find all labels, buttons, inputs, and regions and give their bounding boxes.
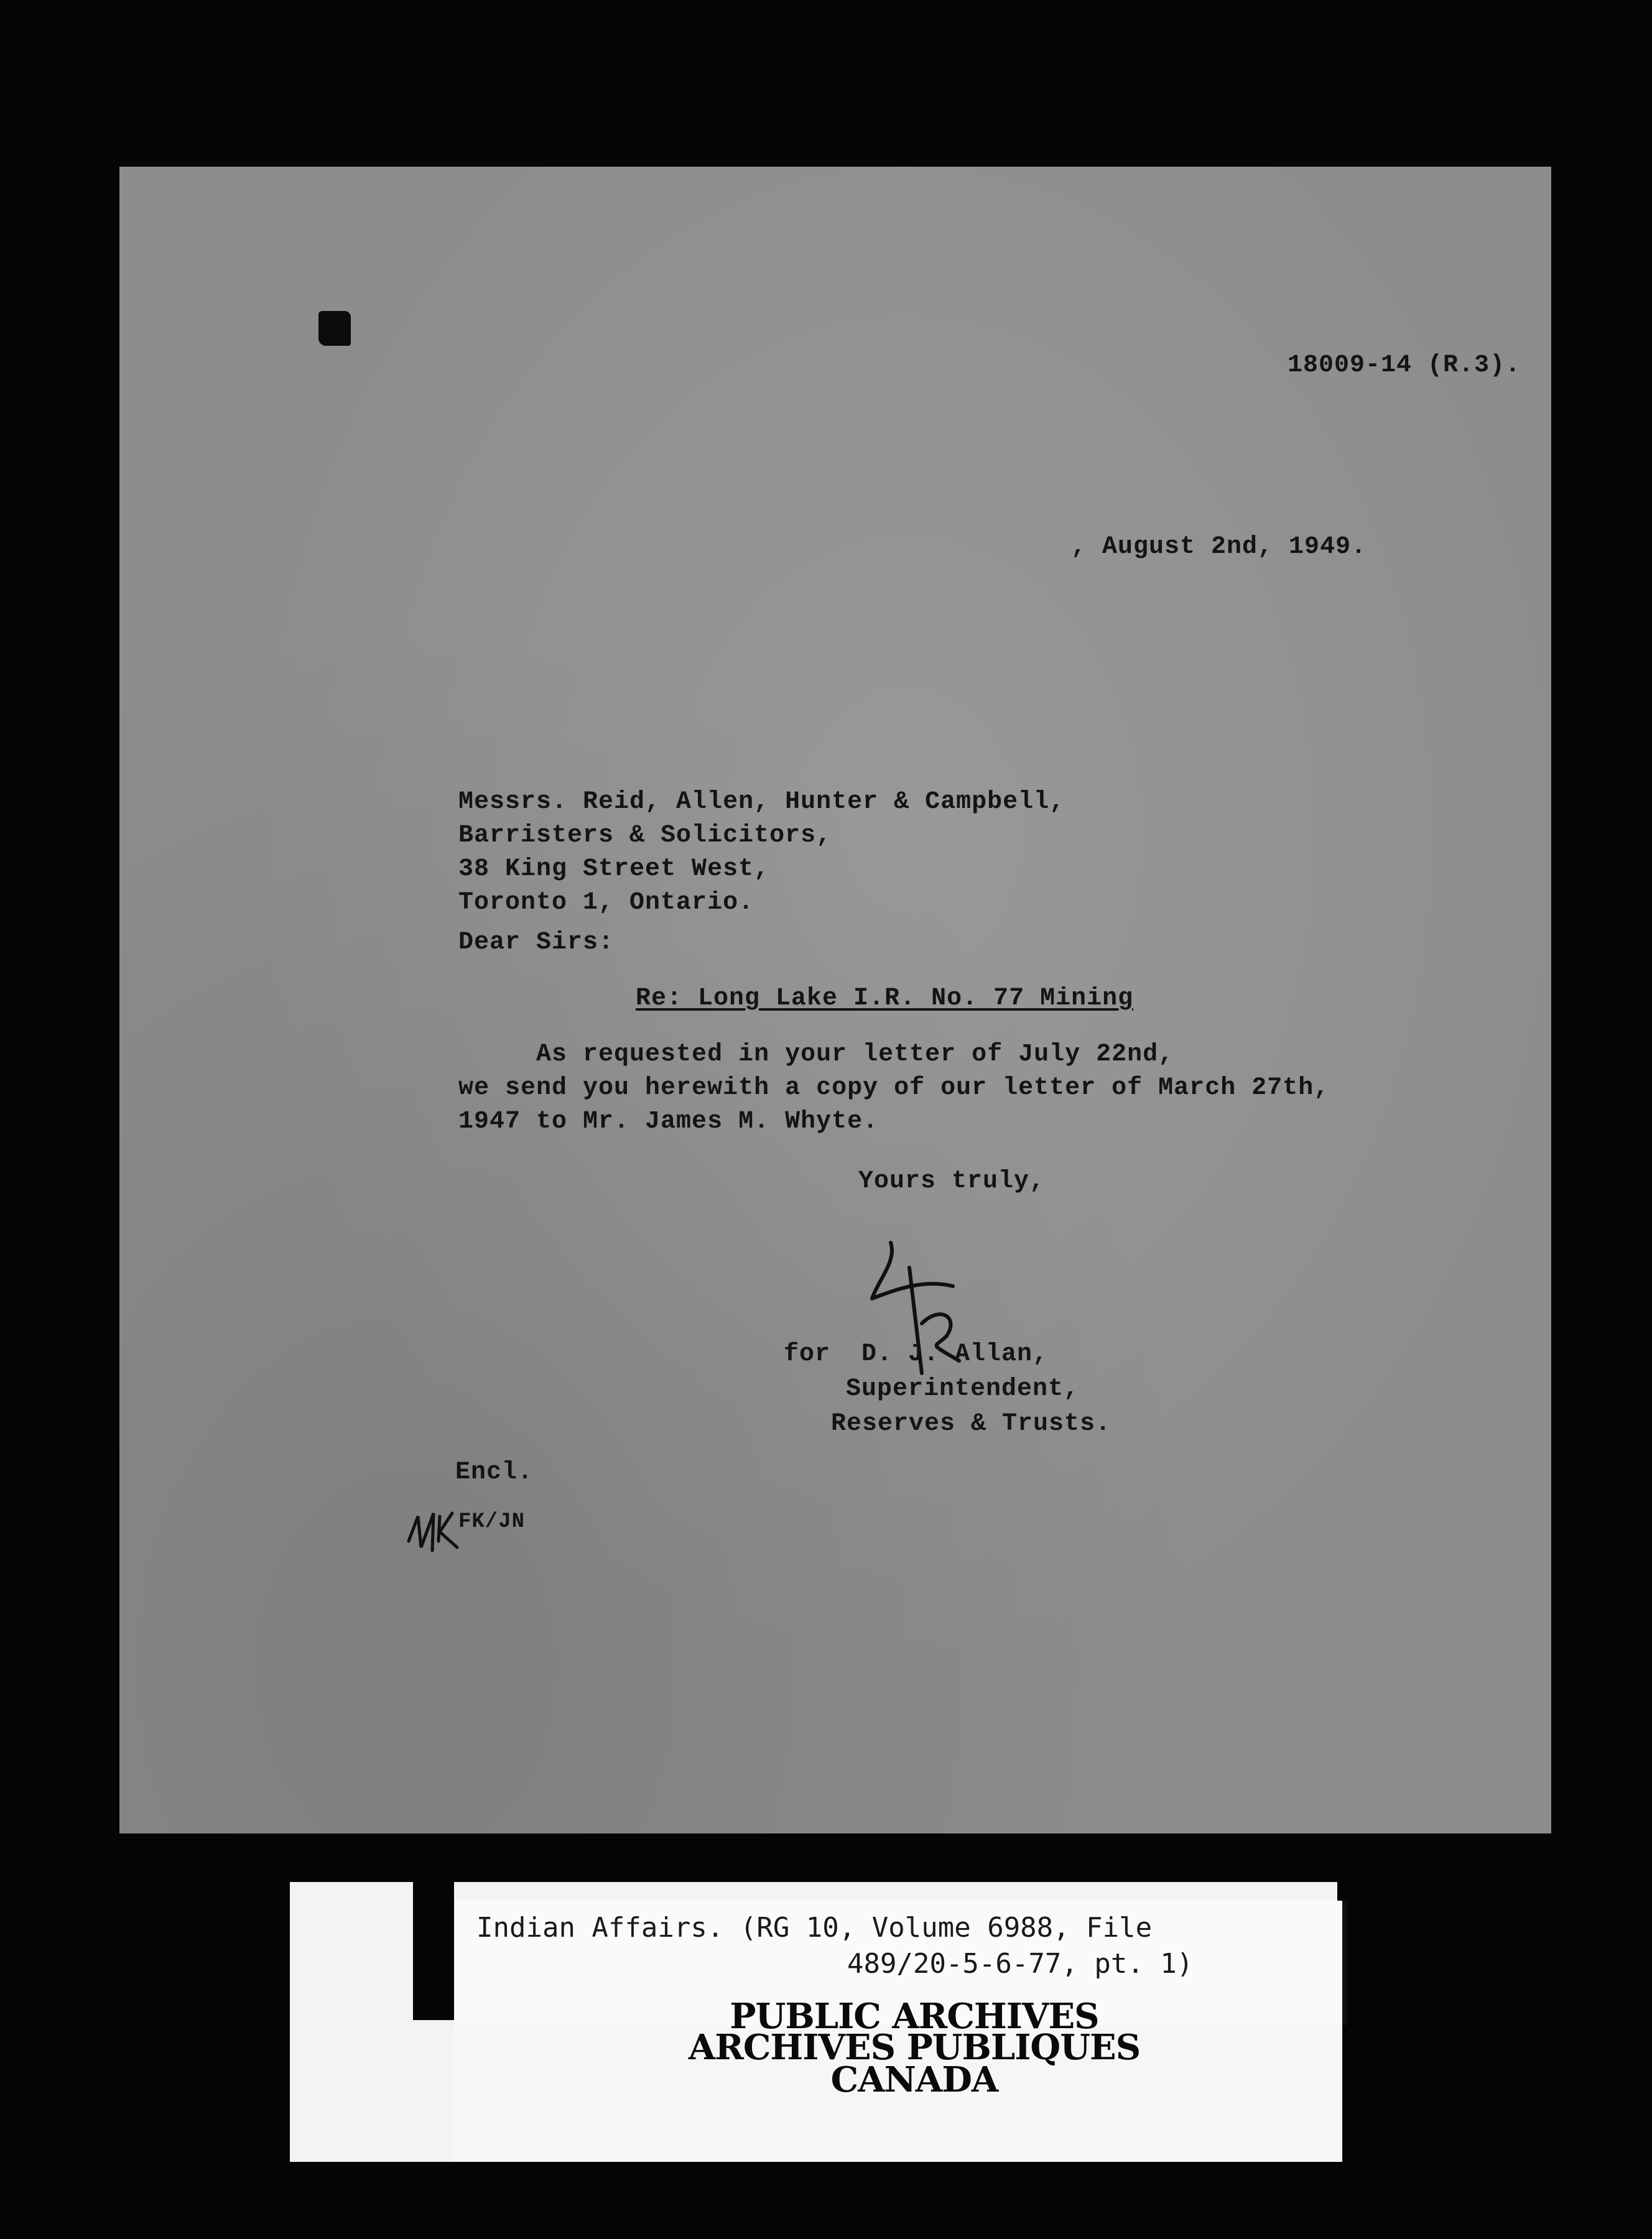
archive-title-country: CANADA bbox=[830, 2059, 998, 2100]
closing: Yours truly, bbox=[858, 1167, 1046, 1195]
address-line: Barristers & Solicitors, bbox=[458, 822, 832, 850]
address-line: 38 King Street West, bbox=[458, 855, 770, 883]
salutation: Dear Sirs: bbox=[458, 929, 615, 957]
body-line: we send you herewith a copy of our letter of March 27th, bbox=[458, 1074, 1330, 1102]
label-notch bbox=[413, 1882, 454, 2020]
handwritten-signature bbox=[853, 1236, 978, 1398]
signatory-branch: Reserves & Trusts. bbox=[831, 1410, 1111, 1438]
signatory-title: Superintendent, bbox=[846, 1375, 1080, 1403]
archive-title-french: ARCHIVES PUBLIQUES bbox=[688, 2027, 1141, 2068]
address-line: Messrs. Reid, Allen, Hunter & Campbell, bbox=[458, 788, 1065, 816]
handwritten-initials bbox=[402, 1504, 465, 1560]
letter-page bbox=[119, 167, 1551, 1833]
punch-hole-mark bbox=[318, 311, 351, 346]
typist-initials: FK/JN bbox=[458, 1510, 526, 1534]
archive-reference-line-2: 489/20-5-6-77, pt. 1) bbox=[847, 1948, 1194, 1980]
body-line: 1947 to Mr. James M. Whyte. bbox=[458, 1108, 879, 1136]
archive-reference-line-1: Indian Affairs. (RG 10, Volume 6988, File bbox=[476, 1912, 1153, 1944]
letter-date: , August 2nd, 1949. bbox=[1071, 533, 1367, 561]
address-line: Toronto 1, Ontario. bbox=[458, 889, 754, 917]
archive-title-english: PUBLIC ARCHIVES bbox=[730, 1996, 1099, 2037]
subject-line: Re: Long Lake I.R. No. 77 Mining bbox=[636, 985, 1134, 1013]
signatory-name: for D. J. Allan, bbox=[784, 1340, 1049, 1368]
file-reference: 18009-14 (R.3). bbox=[1288, 351, 1521, 379]
enclosure-note: Encl. bbox=[455, 1458, 534, 1486]
body-line: As requested in your letter of July 22nd, bbox=[458, 1041, 1174, 1069]
